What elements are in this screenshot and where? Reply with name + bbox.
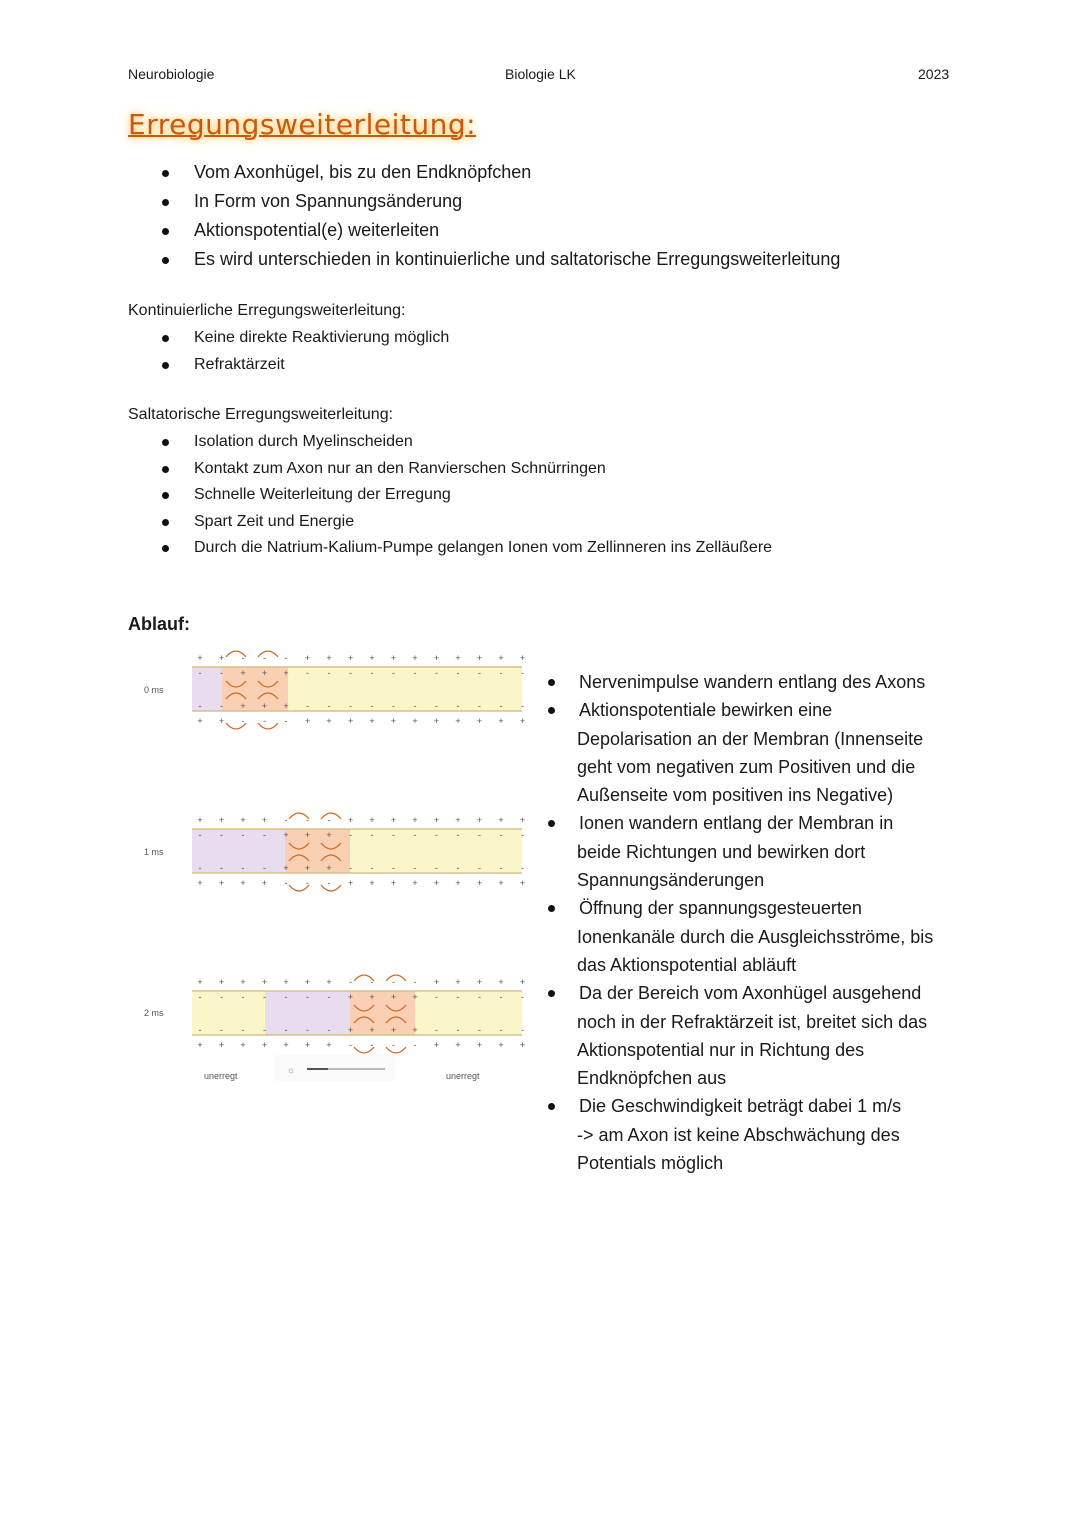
- svg-text:-: -: [456, 863, 460, 873]
- svg-text:-: -: [327, 878, 331, 888]
- svg-text:+: +: [412, 653, 418, 663]
- svg-text:-: -: [327, 1025, 331, 1035]
- svg-text:+: +: [326, 1040, 332, 1050]
- svg-text:-: -: [435, 701, 438, 711]
- header-subject: Neurobiologie: [128, 66, 215, 82]
- svg-text:-: -: [327, 992, 331, 1002]
- list-item-continuation: Depolarisation an der Membran (Innenseite: [577, 728, 924, 749]
- svg-text:-: -: [284, 878, 288, 888]
- list-item-continuation: Spannungsänderungen: [577, 870, 765, 891]
- list-item: Schnelle Weiterleitung der Erregung: [128, 482, 772, 509]
- svg-text:+: +: [433, 815, 440, 825]
- svg-text:-: -: [220, 701, 223, 711]
- svg-text:+: +: [369, 1025, 375, 1035]
- svg-text:-: -: [521, 992, 524, 1002]
- svg-text:-: -: [349, 701, 352, 711]
- svg-text:-: -: [521, 830, 524, 840]
- list-item-continuation: noch in der Refraktärzeit ist, breitet sich das: [577, 1011, 928, 1032]
- kontinuierlich-list: [128, 325, 449, 378]
- svg-text:-: -: [392, 863, 395, 873]
- svg-text:-: -: [392, 830, 395, 840]
- svg-text:-: -: [413, 1040, 417, 1050]
- svg-text:+: +: [390, 878, 397, 888]
- svg-text:-: -: [263, 830, 266, 840]
- svg-text:+: +: [283, 977, 289, 987]
- slider-widget[interactable]: [275, 1055, 395, 1081]
- svg-text:+: +: [390, 716, 397, 726]
- svg-text:-: -: [370, 863, 374, 873]
- svg-text:+: +: [476, 815, 483, 825]
- svg-text:+: +: [390, 992, 397, 1002]
- svg-text:+: +: [197, 716, 203, 726]
- svg-text:-: -: [220, 830, 223, 840]
- svg-text:-: -: [521, 701, 524, 711]
- header-year: 2023: [918, 66, 950, 82]
- svg-text:+: +: [283, 1040, 289, 1050]
- svg-text:-: -: [284, 716, 288, 726]
- svg-text:-: -: [198, 701, 202, 711]
- list-item: Öffnung der spannungsgesteuerten: [546, 894, 946, 922]
- list-item: In Form von Spannungsänderung: [128, 187, 840, 216]
- list-item: Da der Bereich vom Axonhügel ausgehend: [546, 979, 946, 1007]
- time-label-0ms: 0 ms: [144, 685, 164, 695]
- list-item: Isolation durch Myelinscheiden: [128, 429, 772, 456]
- svg-text:-: -: [284, 815, 288, 825]
- svg-text:-: -: [413, 701, 417, 711]
- svg-text:+: +: [240, 977, 246, 987]
- svg-text:-: -: [241, 716, 245, 726]
- list-item: Es wird unterschieden in kontinuierliche und saltatorische Erregungsweiterleitung: [128, 245, 840, 274]
- svg-text:+: +: [261, 815, 268, 825]
- svg-text:-: -: [220, 992, 223, 1002]
- svg-text:+: +: [433, 716, 440, 726]
- svg-text:+: +: [218, 716, 225, 726]
- list-item: Vom Axonhügel, bis zu den Endknöpfchen: [128, 158, 840, 187]
- svg-text:+: +: [261, 668, 268, 678]
- svg-text:+: +: [240, 815, 246, 825]
- svg-text:+: +: [304, 830, 311, 840]
- svg-text:+: +: [326, 977, 332, 987]
- svg-text:+: +: [476, 653, 483, 663]
- svg-text:+: +: [455, 716, 461, 726]
- svg-text:+: +: [197, 653, 203, 663]
- page-title: Erregungsweiterleitung:: [128, 108, 477, 141]
- svg-text:-: -: [456, 830, 460, 840]
- svg-text:-: -: [435, 668, 438, 678]
- svg-text:+: +: [519, 1040, 526, 1050]
- svg-text:-: -: [220, 1025, 223, 1035]
- svg-text:-: -: [263, 863, 266, 873]
- svg-text:-: -: [499, 668, 503, 678]
- svg-text:-: -: [284, 653, 288, 663]
- svg-text:-: -: [349, 1040, 352, 1050]
- svg-text:-: -: [478, 992, 481, 1002]
- svg-text:-: -: [241, 1025, 245, 1035]
- svg-text:-: -: [370, 1040, 374, 1050]
- svg-text:+: +: [369, 992, 375, 1002]
- svg-text:-: -: [478, 863, 481, 873]
- svg-text:-: -: [478, 701, 481, 711]
- svg-text:+: +: [433, 977, 440, 987]
- svg-text:+: +: [240, 878, 246, 888]
- ablauf-list: [546, 668, 946, 1177]
- svg-text:+: +: [412, 815, 418, 825]
- svg-text:-: -: [306, 992, 309, 1002]
- svg-text:+: +: [197, 878, 203, 888]
- svg-text:-: -: [456, 701, 460, 711]
- svg-text:+: +: [283, 668, 289, 678]
- svg-text:-: -: [263, 992, 266, 1002]
- svg-text:+: +: [240, 668, 246, 678]
- svg-text:+: +: [390, 1025, 397, 1035]
- svg-text:-: -: [478, 830, 481, 840]
- svg-text:+: +: [304, 977, 311, 987]
- svg-text:-: -: [306, 815, 309, 825]
- list-item-continuation: -> am Axon ist keine Abschwächung des: [577, 1124, 900, 1145]
- svg-text:+: +: [347, 815, 354, 825]
- svg-text:-: -: [499, 1025, 503, 1035]
- svg-text:+: +: [304, 1040, 311, 1050]
- svg-text:-: -: [241, 653, 245, 663]
- svg-text:-: -: [392, 1040, 395, 1050]
- list-item-continuation: Aktionspotential nur in Richtung des: [577, 1039, 865, 1060]
- svg-text:+: +: [347, 716, 354, 726]
- list-item: Aktionspotential(e) weiterleiten: [128, 216, 840, 245]
- svg-text:-: -: [241, 863, 245, 873]
- svg-text:-: -: [413, 830, 417, 840]
- svg-text:+: +: [412, 1025, 418, 1035]
- svg-text:-: -: [327, 668, 331, 678]
- svg-text:+: +: [455, 653, 461, 663]
- svg-text:-: -: [370, 701, 374, 711]
- svg-text:-: -: [306, 701, 309, 711]
- svg-text:-: -: [413, 668, 417, 678]
- svg-text:+: +: [455, 977, 461, 987]
- svg-text:+: +: [326, 653, 332, 663]
- svg-text:+: +: [347, 1025, 354, 1035]
- svg-text:+: +: [218, 653, 225, 663]
- section-heading-kontinuierlich: Kontinuierliche Erregungsweiterleitung:: [128, 302, 406, 319]
- list-item: Ionen wandern entlang der Membran in: [546, 809, 946, 837]
- list-item-continuation: Endknöpfchen aus: [577, 1068, 727, 1089]
- svg-text:+: +: [283, 863, 289, 873]
- svg-text:+: +: [326, 716, 332, 726]
- svg-text:-: -: [349, 668, 352, 678]
- svg-text:+: +: [498, 1040, 504, 1050]
- svg-text:-: -: [198, 992, 202, 1002]
- svg-text:-: -: [198, 1025, 202, 1035]
- list-item: Keine direkte Reaktivierung möglich: [128, 325, 449, 352]
- svg-text:+: +: [476, 878, 483, 888]
- svg-text:+: +: [240, 1040, 246, 1050]
- ablauf-heading: Ablauf:: [128, 614, 190, 634]
- svg-text:+: +: [304, 863, 311, 873]
- svg-text:-: -: [306, 1025, 309, 1035]
- list-item: Die Geschwindigkeit beträgt dabei 1 m/s: [546, 1092, 946, 1120]
- svg-text:+: +: [197, 977, 203, 987]
- svg-text:+: +: [369, 653, 375, 663]
- svg-text:-: -: [327, 701, 331, 711]
- list-item-continuation: Ionenkanäle durch die Ausgleichsströme, bis: [577, 926, 934, 947]
- svg-text:-: -: [478, 668, 481, 678]
- svg-text:+: +: [433, 878, 440, 888]
- list-item: Spart Zeit und Energie: [128, 509, 772, 536]
- list-item-continuation: Potentials möglich: [577, 1153, 724, 1174]
- svg-text:-: -: [499, 701, 503, 711]
- svg-text:+: +: [347, 878, 354, 888]
- svg-text:-: -: [370, 830, 374, 840]
- label-unerregt-right: unerregt: [446, 1071, 480, 1081]
- svg-text:+: +: [369, 716, 375, 726]
- svg-text:+: +: [455, 878, 461, 888]
- label-unerregt-left: unerregt: [204, 1071, 238, 1081]
- list-item: Nervenimpulse wandern entlang des Axons: [546, 668, 946, 696]
- svg-text:+: +: [261, 878, 268, 888]
- svg-text:+: +: [476, 716, 483, 726]
- svg-text:-: -: [478, 1025, 481, 1035]
- svg-text:+: +: [261, 701, 268, 711]
- svg-text:+: +: [261, 977, 268, 987]
- svg-text:+: +: [347, 653, 354, 663]
- svg-text:+: +: [498, 653, 504, 663]
- svg-text:-: -: [349, 977, 352, 987]
- svg-text:-: -: [456, 992, 460, 1002]
- list-item: Aktionspotentiale bewirken eine: [546, 696, 946, 724]
- svg-text:+: +: [347, 992, 354, 1002]
- svg-text:-: -: [435, 992, 438, 1002]
- svg-text:-: -: [435, 1025, 438, 1035]
- svg-text:-: -: [521, 1025, 524, 1035]
- svg-text:+: +: [218, 815, 225, 825]
- svg-text:+: +: [304, 653, 311, 663]
- svg-text:-: -: [521, 863, 524, 873]
- svg-text:-: -: [456, 668, 460, 678]
- svg-text:-: -: [220, 863, 223, 873]
- header-course: Biologie LK: [505, 66, 576, 82]
- svg-text:-: -: [435, 830, 438, 840]
- svg-text:+: +: [433, 653, 440, 663]
- svg-text:-: -: [413, 863, 417, 873]
- svg-text:-: -: [198, 668, 202, 678]
- svg-text:+: +: [218, 977, 225, 987]
- svg-text:+: +: [369, 878, 375, 888]
- svg-text:-: -: [392, 977, 395, 987]
- svg-text:+: +: [218, 1040, 225, 1050]
- svg-text:-: -: [284, 992, 288, 1002]
- svg-text:+: +: [197, 1040, 203, 1050]
- svg-text:-: -: [456, 1025, 460, 1035]
- svg-text:-: -: [499, 992, 503, 1002]
- svg-text:-: -: [306, 668, 309, 678]
- axon-diagram: [130, 635, 540, 1095]
- svg-text:-: -: [499, 830, 503, 840]
- svg-text:-: -: [435, 863, 438, 873]
- svg-text:-: -: [263, 653, 266, 663]
- svg-text:+: +: [412, 716, 418, 726]
- svg-text:-: -: [349, 863, 352, 873]
- list-item-continuation: Außenseite vom positiven ins Negative): [577, 785, 894, 806]
- svg-text:-: -: [349, 830, 352, 840]
- svg-text:+: +: [390, 815, 397, 825]
- svg-text:-: -: [327, 815, 331, 825]
- svg-text:+: +: [326, 830, 332, 840]
- svg-text:+: +: [218, 878, 225, 888]
- saltatorisch-list: [128, 429, 772, 562]
- time-label-1ms: 1 ms: [144, 847, 164, 857]
- list-item: Kontakt zum Axon nur an den Ranvierschen Schnürringen: [128, 456, 772, 483]
- svg-text:-: -: [370, 977, 374, 987]
- svg-text:-: -: [263, 1025, 266, 1035]
- svg-text:+: +: [326, 863, 332, 873]
- list-item-continuation: beide Richtungen und bewirken dort: [577, 841, 866, 862]
- time-label-2ms: 2 ms: [144, 1008, 164, 1018]
- svg-text:+: +: [455, 1040, 461, 1050]
- svg-text:+: +: [455, 815, 461, 825]
- svg-text:+: +: [390, 653, 397, 663]
- list-item: Refraktärzeit: [128, 352, 449, 379]
- svg-text:+: +: [369, 815, 375, 825]
- intro-list: [128, 158, 840, 274]
- brightness-icon: ☼: [287, 1065, 296, 1075]
- svg-text:-: -: [198, 863, 202, 873]
- svg-text:+: +: [498, 716, 504, 726]
- svg-text:+: +: [412, 992, 418, 1002]
- svg-text:+: +: [197, 815, 203, 825]
- svg-text:-: -: [306, 878, 309, 888]
- svg-text:+: +: [519, 653, 526, 663]
- svg-text:+: +: [476, 1040, 483, 1050]
- svg-text:-: -: [392, 701, 395, 711]
- svg-text:+: +: [498, 815, 504, 825]
- svg-text:+: +: [519, 878, 526, 888]
- svg-text:-: -: [392, 668, 395, 678]
- list-item-continuation: geht vom negativen zum Positiven und die: [577, 756, 916, 777]
- svg-text:-: -: [370, 668, 374, 678]
- list-item: Durch die Natrium-Kalium-Pumpe gelangen Ionen vom Zellinneren ins Zelläußere: [128, 535, 772, 562]
- svg-text:+: +: [240, 701, 246, 711]
- svg-text:-: -: [499, 863, 503, 873]
- section-heading-saltatorisch: Saltatorische Erregungsweiterleitung:: [128, 406, 394, 423]
- svg-text:+: +: [519, 977, 526, 987]
- svg-text:+: +: [412, 878, 418, 888]
- svg-text:-: -: [198, 830, 202, 840]
- svg-text:+: +: [261, 1040, 268, 1050]
- svg-text:+: +: [476, 977, 483, 987]
- svg-text:+: +: [498, 878, 504, 888]
- list-item-continuation: das Aktionspotential abläuft: [577, 954, 797, 975]
- svg-text:-: -: [241, 830, 245, 840]
- svg-text:+: +: [519, 716, 526, 726]
- svg-text:-: -: [220, 668, 223, 678]
- svg-text:+: +: [304, 716, 311, 726]
- svg-text:+: +: [283, 701, 289, 711]
- svg-text:+: +: [519, 815, 526, 825]
- svg-text:+: +: [283, 830, 289, 840]
- svg-text:-: -: [413, 977, 417, 987]
- svg-text:+: +: [498, 977, 504, 987]
- svg-text:-: -: [263, 716, 266, 726]
- svg-text:-: -: [241, 992, 245, 1002]
- svg-text:-: -: [521, 668, 524, 678]
- svg-text:+: +: [433, 1040, 440, 1050]
- svg-text:-: -: [284, 1025, 288, 1035]
